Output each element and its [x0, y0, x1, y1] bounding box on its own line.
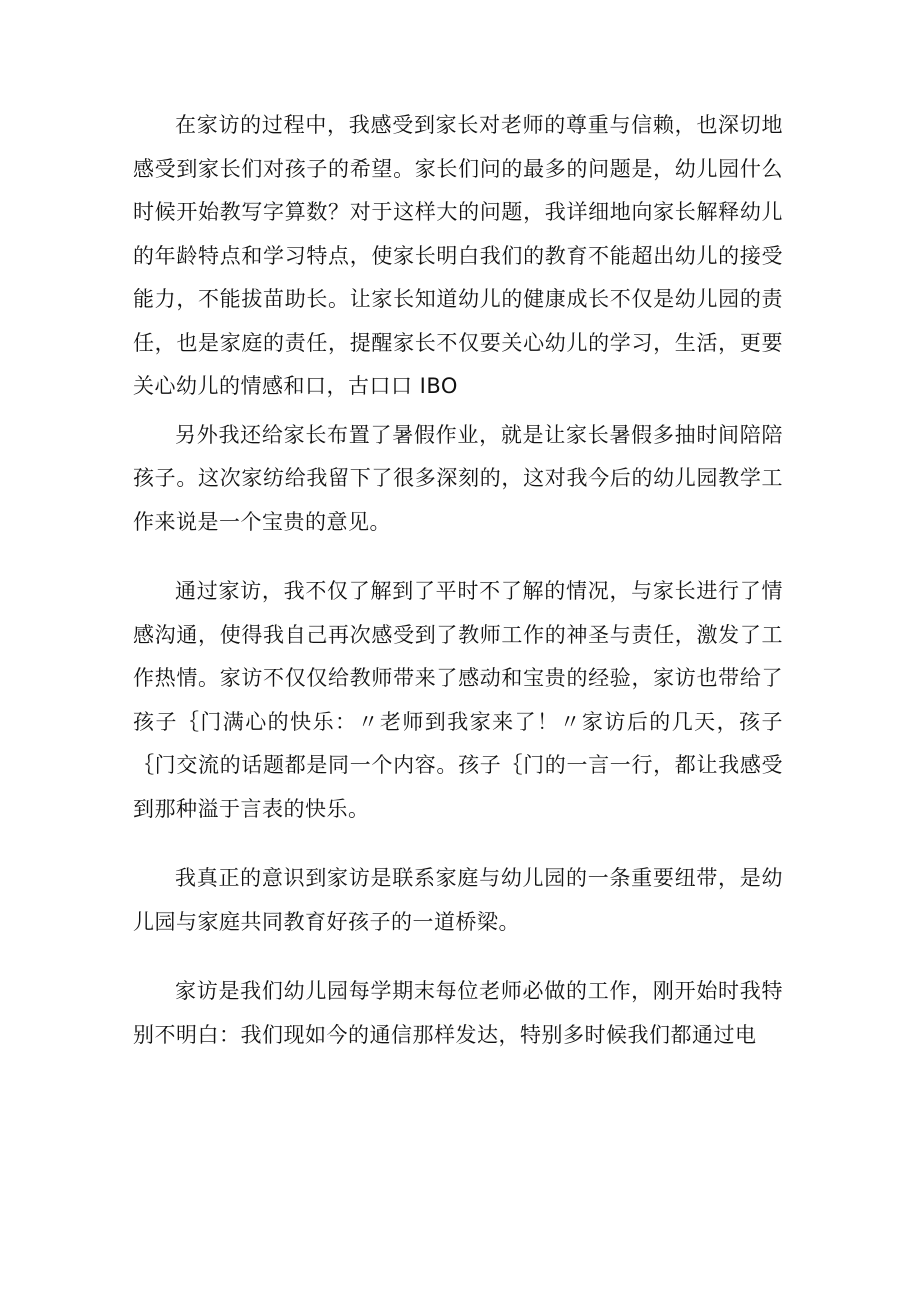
- paragraph-2: 另外我还给家长布置了暑假作业，就是让家长暑假多抽时间陪陪孩子。这次家纺给我留下了很多深刻的，这对我今后的幼儿园教学工作来说是一个宝贵的意见。: [133, 422, 783, 534]
- document-body: [133, 104, 783, 1057]
- paragraph-5: 家访是我们幼儿园每学期末每位老师必做的工作，刚开始时我特别不明白：我们现如今的通信那样发达，特别多时候我们都通过电: [133, 979, 783, 1047]
- paragraph-1: 在家访的过程中，我感受到家长对老师的尊重与信赖，也深切地感受到家长们对孩子的希望。家长们问的最多的问题是，幼儿园什么时候开始教写字算数？对于这样大的问题，我详细地向家长解释幼儿的年龄特点和学习特点，使家长明白我们的教育不能超出幼儿的接受能力，不能拔苗助长。让家长知道幼儿的健康成长不仅是幼儿园的责任，也是家庭的责任，提醒家长不仅要关心幼儿的学习，生活，更要关心幼儿的情感和口，古口口 IBO: [133, 113, 783, 398]
- paragraph-4: 我真正的意识到家访是联系家庭与幼儿园的一条重要纽带，是幼儿园与家庭共同教育好孩子的一道桥梁。: [133, 866, 783, 934]
- paragraph-3: 通过家访，我不仅了解到了平时不了解的情况，与家长进行了情感沟通，使得我自己再次感受到了教师工作的神圣与责任，激发了工作热情。家访不仅仅给教师带来了感动和宝贵的经验，家访也带给了孩子｛门满心的快乐：〃老师到我家来了！〃家访后的几天，孩子｛门交流的话题都是同一个内容。孩子｛门的一言一行，都让我感受到那种溢于言表的快乐。: [133, 579, 783, 821]
